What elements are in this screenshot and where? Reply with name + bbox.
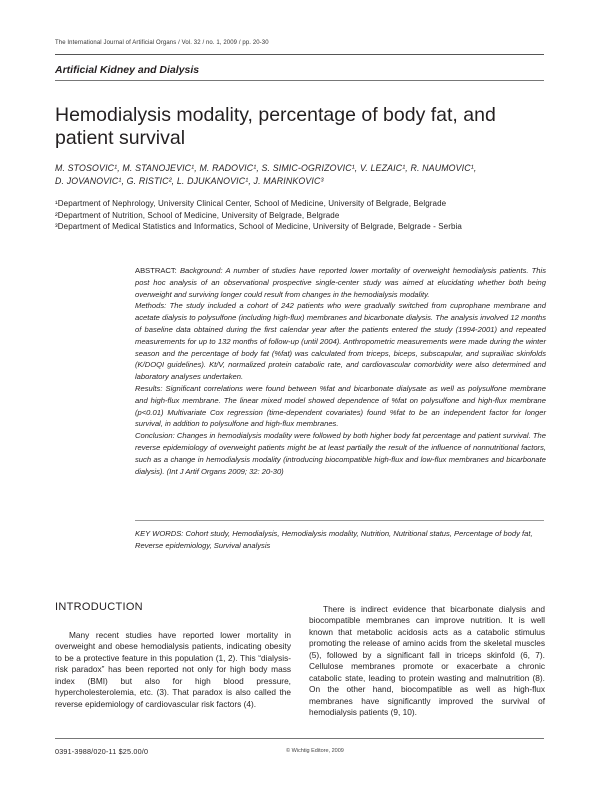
affiliation-1: ¹Department of Nephrology, University Clinical Center, School of Medicine, University of Belgrade, Belgrade: [55, 199, 447, 208]
header-divider: [55, 54, 544, 55]
author-list: [55, 162, 544, 187]
affiliation-3: ³Department of Medical Statistics and Informatics, School of Medicine, University of Belgrade, Belgrade - Serbia: [55, 222, 462, 231]
abstract-label: ABSTRACT:: [135, 266, 177, 275]
abstract-block: [135, 265, 546, 477]
abstract-background: [135, 265, 546, 300]
keywords-divider: [135, 520, 544, 521]
abstract-results: Results: Significant correlations were found between %fat and bicarbonate dialysate as well as polysulfone membrane and high-flux membrane. The linear mixed model showed dependence of %fat on polysulfone and high-flux membrane (p<0.01) Multivariate Cox regression (time-dependent covariates) found %fat to be an independent factor for longer survival, in addition to polysulfone and high-flux membranes.: [135, 383, 546, 429]
author-line-2: D. JOVANOVIC¹, G. RISTIC², L. DJUKANOVIC¹, J. MARINKOVIC³: [55, 175, 324, 186]
section-divider: [55, 80, 544, 81]
issn-price: 0391-3988/020-11 $25.00/0: [55, 747, 149, 756]
footer-divider: [55, 738, 544, 739]
abstract-methods: Methods: The study included a cohort of 242 patients who were gradually switched from cuprophane membrane and acetate dialysis to polysulfone (including high-flux) membranes and bicarbonate dialysis. The analysis involved 12 months of baseline data obtained during the first calendar year after the patients entered the study (1994-2001) and repeated measurements for up to 132 months of follow-up (until 2004). Anthropometric measurements were made during the winter season and the percentage of body fat (%fat) was calculated from triceps, biceps, subscapular, and suprailiac skinfolds (K/DOQI guidelines). Kt/V, normalized protein catabolic rate, and cardiovascular comorbidity were also determined and laboratory analyses undertaken.: [135, 301, 546, 382]
section-label: Artificial Kidney and Dialysis: [55, 64, 200, 76]
keywords: KEY WORDS: Cohort study, Hemodialysis, Hemodialysis modality, Nutrition, Nutritional status, Percentage of body fat, Reverse epidemiology, Survival analysis: [135, 529, 533, 550]
intro-right-column: [309, 604, 545, 719]
intro-right-paragraph: There is indirect evidence that bicarbonate dialysis and biocompatible membranes can improve nutrition. It is well known that metabolic acidosis acts as a catabolic stimulus promoting the release of amino acids from the skeletal muscles (5), followed by a significant fall in triceps skinfold (6, 7). Cellulose membranes promote or exacerbate a chronic catabolic state, leading to protein wasting and malnutrition (8). On the other hand, biocompatible as well as high-flux membranes have significantly improved the survival of hemodialysis patients (9, 10).: [309, 604, 545, 718]
abstract-background-text: Background: A number of studies have reported lower mortality of overweight hemodialysis patients. This post hoc analysis of an observational prospective single-center study was aimed at elucidating whether both being overweight and surviving longer could result from changes in the hemodialysis modality.: [135, 266, 546, 299]
affiliation-2: ²Department of Nutrition, School of Medicine, University of Belgrade, Belgrade: [55, 210, 340, 220]
journal-citation-line: The International Journal of Artificial Organs / Vol. 32 / no. 1, 2009 / pp. 20-30: [55, 40, 269, 46]
intro-left-column: [55, 630, 291, 710]
introduction-heading: INTRODUCTION: [55, 601, 143, 613]
intro-left-paragraph: Many recent studies have reported lower mortality in overweight and obese hemodialysis patients, indicating obesity to be a protective feature in this population (1, 2). This “dialysis-risk paradox” has been reported not only for high body mass index (BMI) but also for high blood pressure, hypercholesterolemia, etc. (3). That paradox is also called the reverse epidemiology of cardiovascular risk factors (4).: [55, 630, 291, 709]
article-title: Hemodialysis modality, percentage of body fat, and patient survival: [55, 104, 496, 149]
abstract-conclusion: Conclusion: Changes in hemodialysis modality were followed by both higher body fat percentage and patient survival. The reverse epidemiology of overweight patients might be at least partially the result of the influence of nonnutritional factors, such as a change in hemodialysis modality (introducing biocompatible high-flux and low-flux membranes and bicarbonate dialysis). (Int J Artif Organs 2009; 32: 20-30): [135, 431, 546, 476]
author-line-1: M. STOSOVIC¹, M. STANOJEVIC¹, M. RADOVIC¹, S. SIMIC-OGRIZOVIC¹, V. LEZAIC¹, R. NAUMOVIC¹,: [55, 163, 477, 173]
copyright: © Wichtig Editore, 2009: [286, 748, 344, 754]
